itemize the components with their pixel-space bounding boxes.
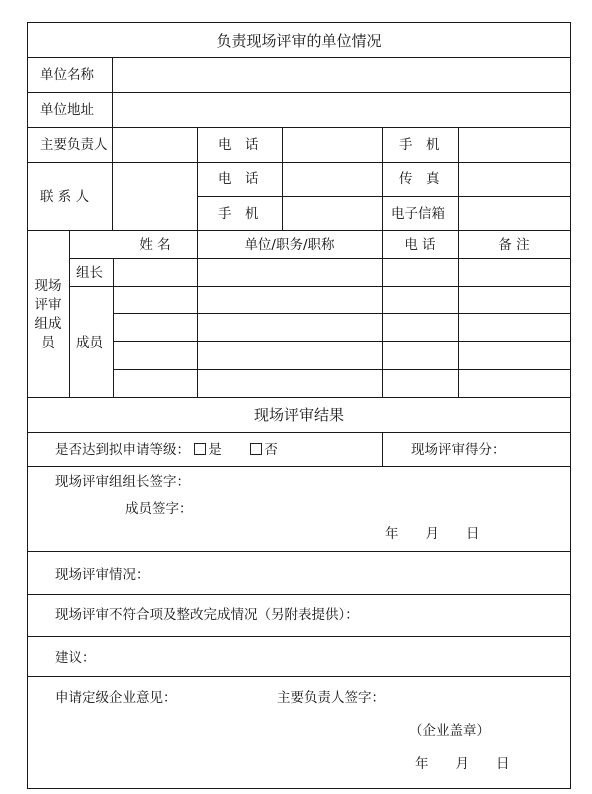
members-label: 成员 — [76, 335, 103, 351]
rule — [113, 341, 571, 342]
score-label: 现场评审得分： — [411, 442, 506, 458]
leader-label: 组长 — [76, 265, 103, 281]
rule — [27, 594, 571, 595]
rule — [27, 466, 571, 467]
border-top — [27, 22, 571, 23]
rule — [382, 230, 383, 397]
enterprise-opinion-label: 申请定级企业意见： — [55, 690, 177, 706]
rule — [27, 127, 571, 128]
border-right — [570, 22, 571, 789]
header-unit-title: 单位/职务/职称 — [244, 237, 335, 253]
rule — [69, 230, 70, 397]
situation-label: 现场评审情况： — [55, 567, 150, 583]
rule — [112, 57, 113, 231]
contact-phone-label: 电 话 — [218, 171, 259, 187]
contact-label: 联 系 人 — [40, 189, 90, 205]
border-left — [27, 22, 28, 789]
contact-email-label: 电子信箱 — [391, 206, 445, 222]
suggestion-label: 建议： — [55, 650, 96, 666]
rule — [197, 196, 571, 197]
rule — [69, 258, 571, 259]
rule — [197, 230, 198, 397]
rule — [27, 551, 571, 552]
result-title: 现场评审结果 — [253, 406, 344, 424]
rule — [27, 57, 571, 58]
rule — [27, 92, 571, 93]
form-title: 负责现场评审的单位情况 — [216, 32, 382, 50]
contact-fax-label: 传 真 — [399, 171, 440, 187]
rule — [27, 230, 571, 231]
header-phone: 电 话 — [404, 237, 436, 253]
principal-label: 主要负责人 — [40, 137, 108, 153]
rule — [197, 127, 198, 231]
leader-sign-label: 现场评审组组长签字： — [55, 474, 190, 490]
border-bottom — [27, 788, 571, 789]
nonconformity-label: 现场评审不符合项及整改完成情况（另附表提供）： — [55, 607, 359, 623]
rule — [458, 230, 459, 397]
rule — [458, 127, 459, 231]
final-date: 年 月 日 — [415, 756, 510, 772]
rule — [113, 258, 114, 397]
unit-name-label: 单位名称 — [40, 67, 94, 83]
rule — [113, 369, 571, 370]
header-remark: 备 注 — [498, 237, 530, 253]
rule — [27, 676, 571, 677]
rule — [27, 162, 571, 163]
contact-mobile-label: 手 机 — [218, 206, 259, 222]
result-date: 年 月 日 — [385, 526, 480, 542]
yes-checkbox[interactable] — [194, 443, 206, 455]
reach-question: 是否达到拟申请等级： 是 否 — [55, 442, 278, 458]
principal-sign-label: 主要负责人签字： — [277, 690, 385, 706]
seal-label: （企业盖章） — [409, 723, 490, 739]
rule — [27, 397, 571, 398]
unit-address-label: 单位地址 — [40, 102, 94, 118]
no-checkbox[interactable] — [250, 443, 262, 455]
principal-phone-label: 电 话 — [218, 137, 259, 153]
member-sign-label: 成员签字： — [125, 501, 193, 517]
header-name: 姓 名 — [139, 237, 171, 253]
rule — [27, 432, 571, 433]
team-section-label: 现场 评审 组成 员 — [34, 278, 62, 351]
rule — [382, 432, 383, 466]
rule — [27, 636, 571, 637]
rule — [382, 127, 383, 231]
rule — [69, 286, 571, 287]
rule — [113, 313, 571, 314]
principal-mobile-label: 手 机 — [399, 137, 440, 153]
rule — [282, 127, 283, 231]
